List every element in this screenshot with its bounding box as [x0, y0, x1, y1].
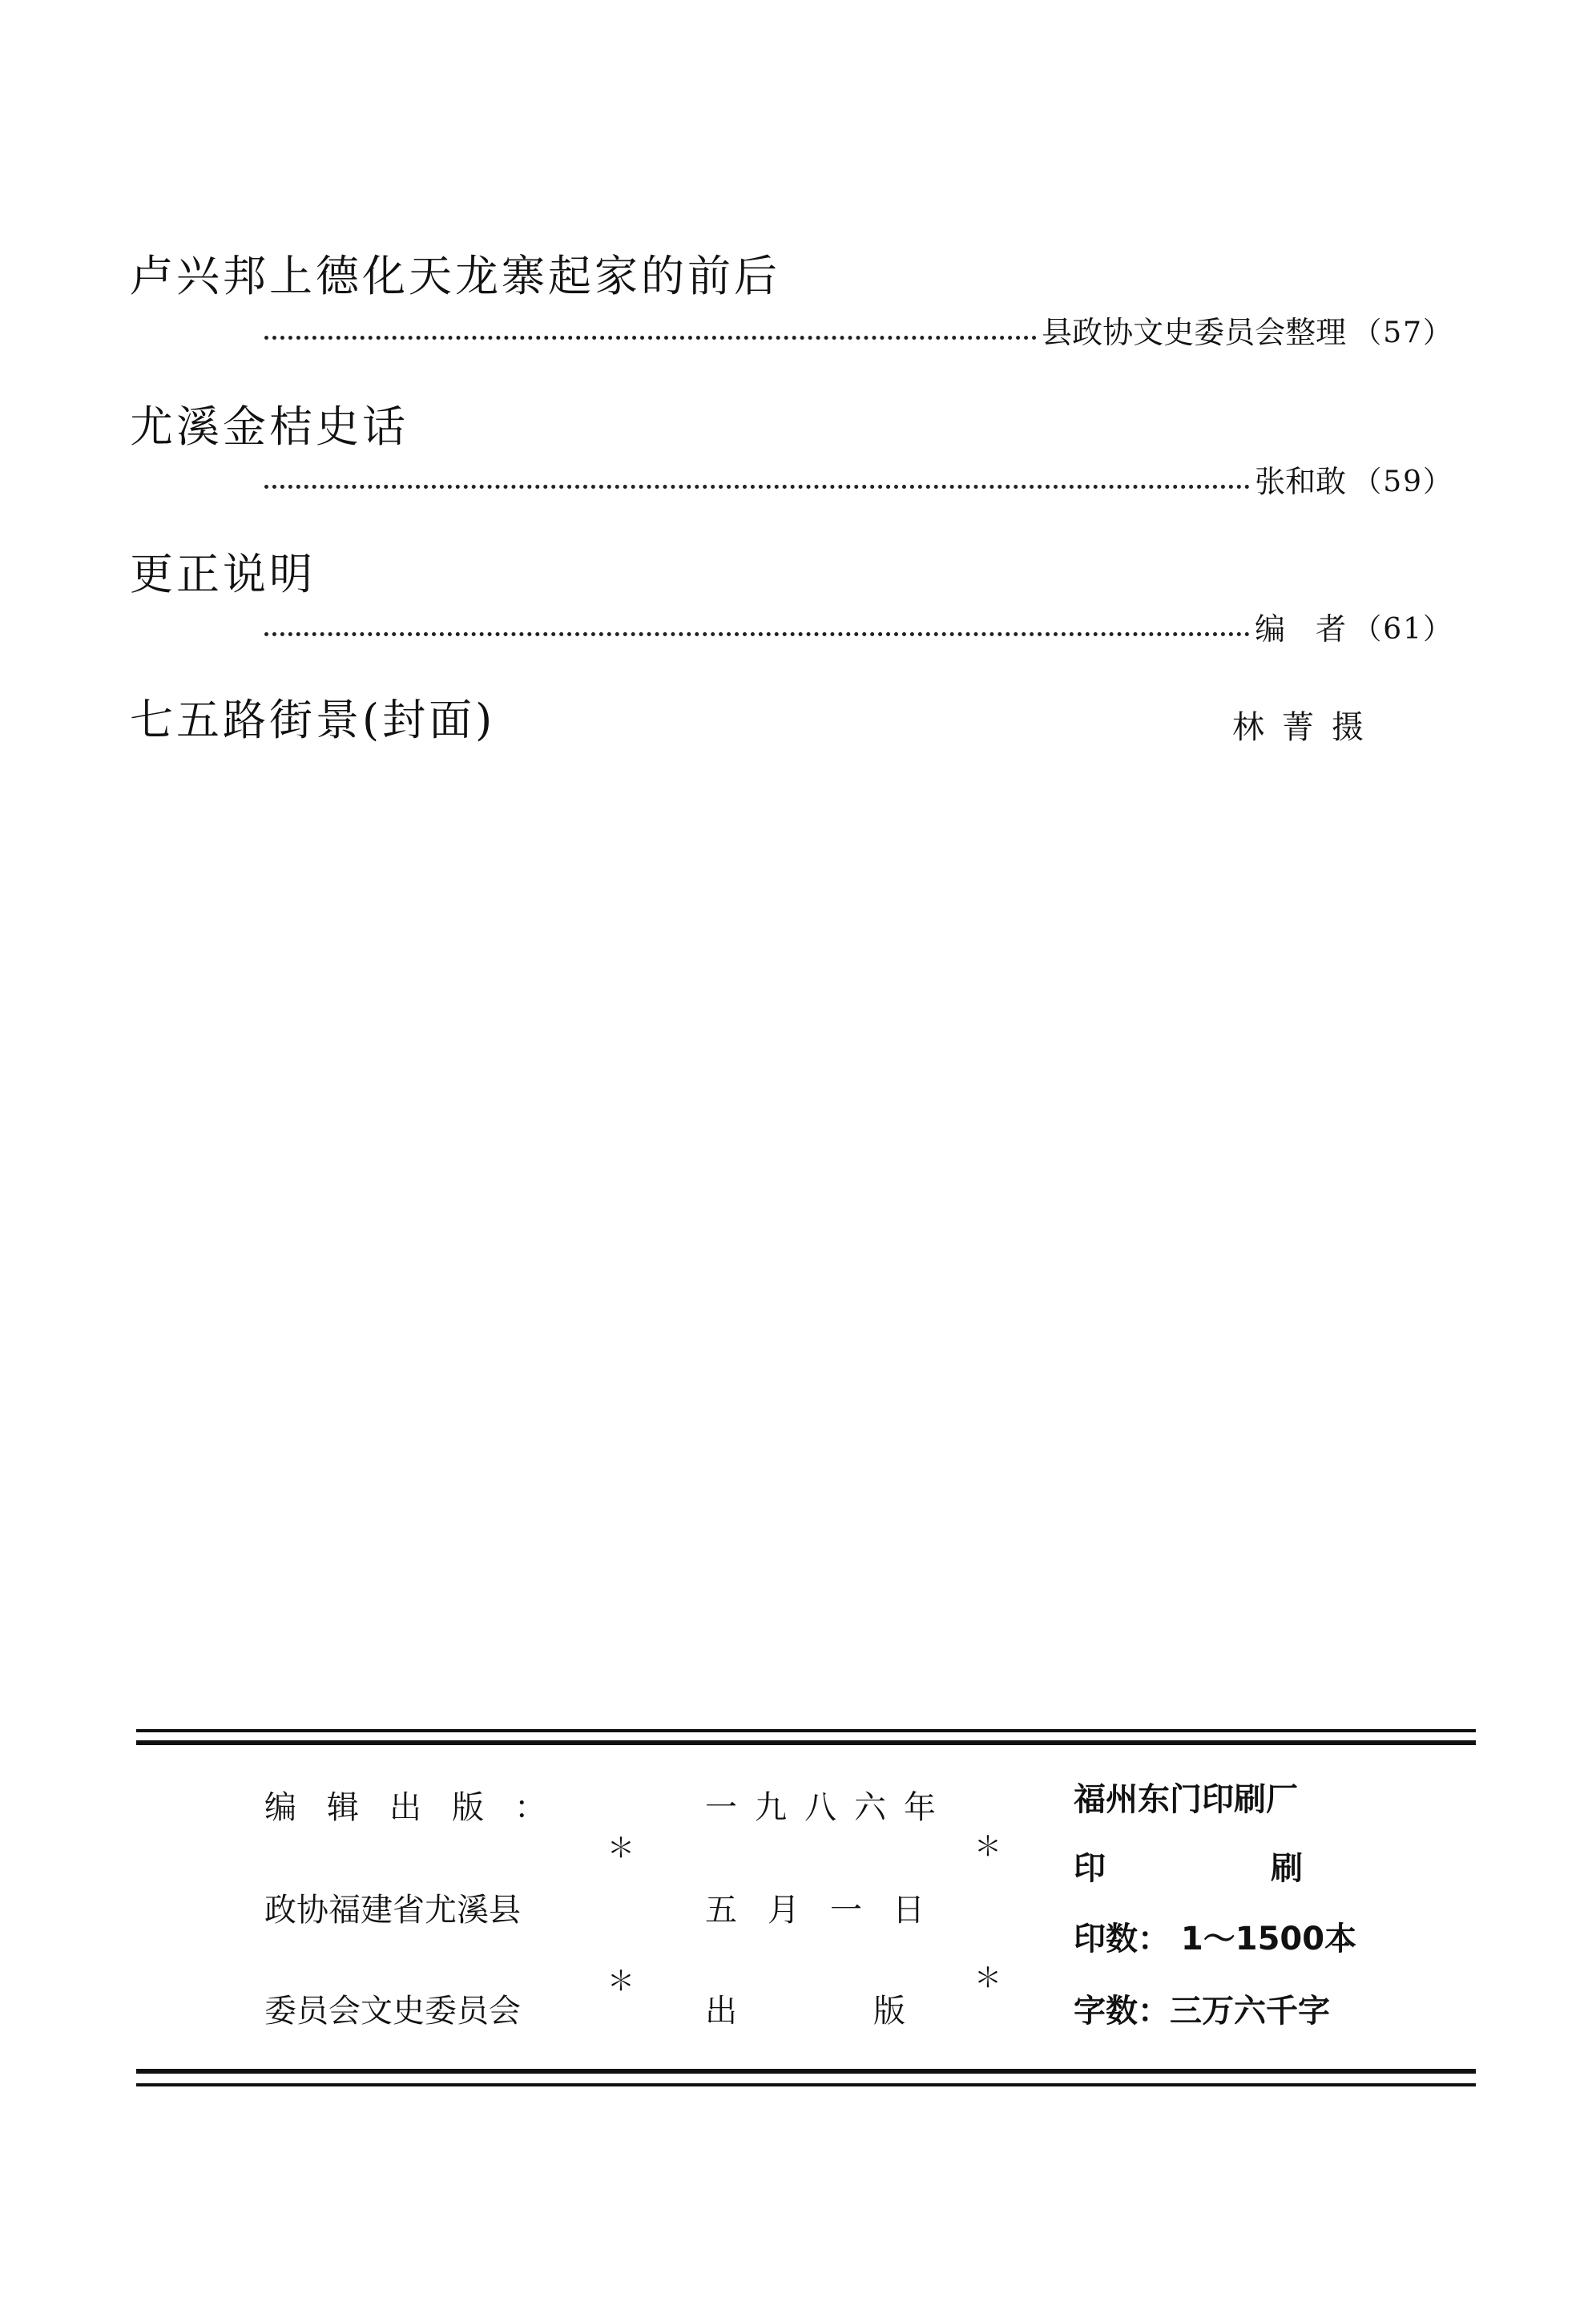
bottom-rule-thick — [136, 2069, 1476, 2074]
dot-leader — [264, 336, 1037, 340]
print-label-a: 印 — [1074, 1850, 1106, 1887]
printer-name: 福州东门印刷厂 — [1074, 1781, 1298, 1818]
print-label-b: 刷 — [1271, 1850, 1303, 1887]
toc-entry-leader — [264, 312, 1453, 348]
top-rule-thick — [136, 1740, 1476, 1745]
top-rule-thin — [136, 1729, 1476, 1732]
toc-entry-title: 更正说明 — [130, 549, 316, 599]
publish-date-day: 五月一日 — [705, 1892, 955, 1929]
editor-name-line2: 委员会文史委员会 — [264, 1993, 521, 2030]
toc-entry-author: 张和敢 — [1255, 464, 1347, 499]
separator-star-icon: ＊ — [974, 1831, 1002, 1863]
toc-entry-title: 尤溪金桔史话 — [130, 401, 409, 452]
toc-entry-author: 编 者 — [1255, 611, 1347, 647]
separator-star-icon: ＊ — [607, 1965, 635, 1998]
dot-leader — [264, 485, 1250, 489]
publish-label-a: 出 — [705, 1993, 737, 2030]
print-copies: 印数： 1～1500本 — [1074, 1921, 1357, 1957]
toc-entry-page: （57） — [1352, 316, 1453, 349]
toc-entry-leader — [264, 609, 1453, 647]
toc-entry-author: 县政协文史委员会整理 — [1042, 315, 1347, 350]
publish-date-year: 一九八六年 — [705, 1789, 953, 1826]
separator-star-icon: ＊ — [974, 1962, 1002, 1994]
separator-star-icon: ＊ — [607, 1832, 635, 1865]
word-count: 字数：三万六千字 — [1074, 1993, 1330, 2030]
toc-entry-leader — [264, 462, 1453, 497]
cover-caption: 七五路街景(封面) — [130, 695, 496, 745]
toc-entry-page: （61） — [1352, 613, 1453, 646]
bottom-rule-thin — [136, 2083, 1476, 2086]
editor-name-line1: 政协福建省尤溪县 — [264, 1892, 521, 1929]
dot-leader — [264, 632, 1250, 636]
editor-label: 编辑出版： — [264, 1789, 577, 1826]
toc-entry-page: （59） — [1352, 466, 1453, 498]
cover-photo-credit: 林菁摄 — [1232, 709, 1381, 746]
publish-label-b: 版 — [873, 1993, 905, 2030]
toc-entry-title: 卢兴邦上德化天龙寨起家的前后 — [130, 251, 780, 301]
